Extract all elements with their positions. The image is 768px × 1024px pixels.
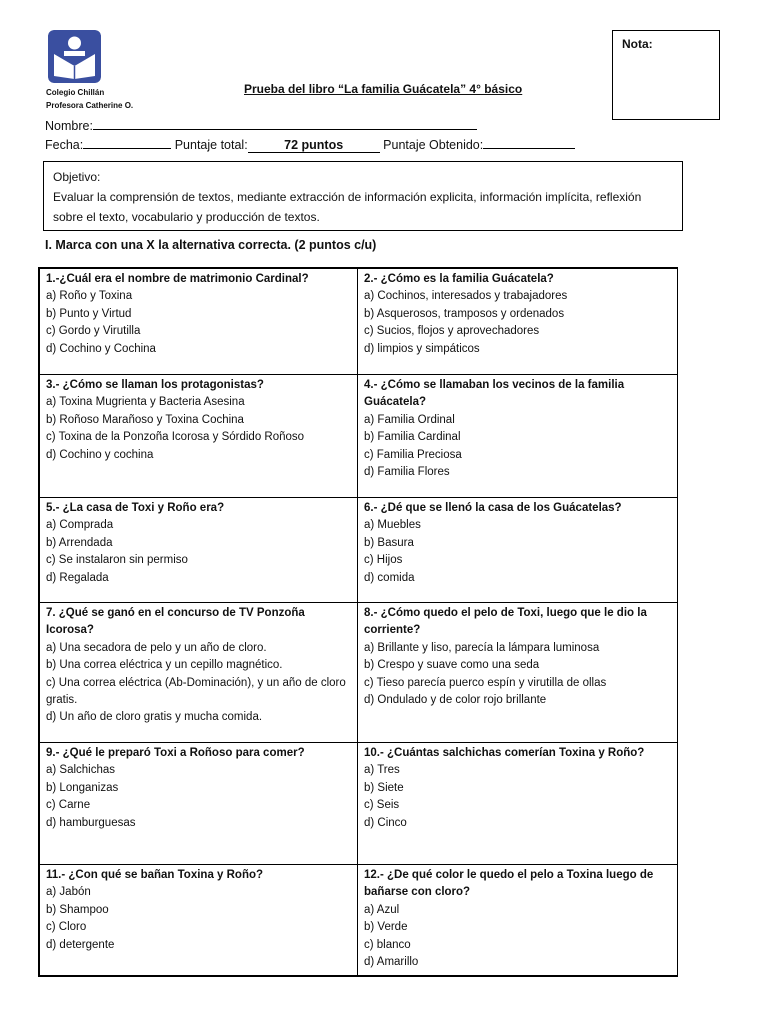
answer-option[interactable]: b) Verde [364,921,408,934]
school-logo [48,30,101,83]
question-text: 8.- ¿Cómo quedo el pelo de Toxi, luego que le dio la corriente? [364,607,647,637]
question-text: 2.- ¿Cómo es la familia Guácatela? [364,273,554,285]
school-name: Colegio Chillán [46,88,105,97]
name-label: Nombre: [45,119,93,133]
answer-option[interactable]: b) Basura [364,536,414,549]
answer-option[interactable]: a) Brillante y liso, parecía la lámpara luminosa [364,641,600,654]
question-cell [358,375,678,498]
question-cell [358,269,678,375]
question-row [40,375,678,498]
name-field[interactable] [93,118,477,130]
answer-option[interactable]: b) Punto y Virtud [46,307,132,320]
answer-option[interactable]: b) Una correa eléctrica y un cepillo magnético. [46,659,283,672]
teacher-name: Profesora Catherine O. [46,101,134,110]
score-row [45,137,575,153]
answer-option[interactable]: a) Jabón [46,886,91,899]
date-label: Fecha: [45,138,84,152]
answer-option[interactable]: c) Una correa eléctrica (Ab-Dominación), y un año de cloro gratis. [46,676,346,707]
answer-option[interactable]: d) Amarillo [364,956,419,969]
answer-option[interactable]: d) limpios y simpáticos [364,342,480,355]
answer-option[interactable]: c) Hijos [364,554,403,567]
grade-label: Nota: [622,37,653,51]
question-cell [358,865,678,976]
question-row [40,603,678,743]
answer-option[interactable]: c) Tieso parecía puerco espín y virutilla de ollas [364,676,607,689]
question-text: 12.- ¿De qué color le quedo el pelo a Toxina luego de bañarse con cloro? [364,869,654,899]
question-text: 9.- ¿Qué le preparó Toxi a Roñoso para comer? [46,747,305,759]
question-text: 6.- ¿Dé que se llenó la casa de los Guácatelas? [364,502,622,514]
objective-box [43,161,683,231]
answer-option[interactable]: d) comida [364,571,415,584]
question-cell [40,603,358,743]
question-cell [40,865,358,976]
obtained-score-field[interactable] [483,137,575,149]
answer-option[interactable]: b) Crespo y suave como una seda [364,659,540,672]
answer-option[interactable]: c) Familia Preciosa [364,448,462,461]
answer-option[interactable]: b) Familia Cardinal [364,431,461,444]
date-field[interactable] [83,137,171,149]
objective-text: Evaluar la comprensión de textos, mediante extracción de información explicita, información implícita, reflexión sobre el texto, vocabulario y producción de textos. [53,190,642,224]
answer-option[interactable]: c) Sucios, flojos y aprovechadores [364,325,540,338]
answer-option[interactable]: d) Ondulado y de color rojo brillante [364,694,547,707]
question-cell [358,603,678,743]
question-cell [40,743,358,865]
question-grid [38,267,678,977]
question-cell [358,743,678,865]
answer-option[interactable]: d) hamburguesas [46,816,136,829]
question-text: 11.- ¿Con qué se bañan Toxina y Roño? [46,869,264,881]
question-cell [40,269,358,375]
answer-option[interactable]: b) Longanizas [46,781,119,794]
answer-option[interactable]: b) Asquerosos, tramposos y ordenados [364,307,565,320]
answer-option[interactable]: c) Se instalaron sin permiso [46,554,188,567]
answer-option[interactable]: a) Azul [364,903,400,916]
question-text: 3.- ¿Cómo se llaman los protagonistas? [46,379,264,391]
answer-option[interactable]: b) Roñoso Marañoso y Toxina Cochina [46,413,244,426]
name-row [45,118,477,133]
question-cell [40,498,358,603]
answer-option[interactable]: b) Siete [364,781,404,794]
question-text: 4.- ¿Cómo se llamaban los vecinos de la familia Guácatela? [364,379,625,409]
question-row [40,865,678,976]
answer-option[interactable]: c) Seis [364,799,400,812]
question-row [40,498,678,603]
answer-option[interactable]: d) Regalada [46,571,109,584]
page-title: Prueba del libro “La familia Guácatela” 4° básico [244,82,523,96]
question-text: 5.- ¿La casa de Toxi y Roño era? [46,502,225,514]
answer-option[interactable]: a) Tres [364,764,400,777]
total-score-label: Puntaje total: [174,138,248,152]
question-row [40,743,678,865]
answer-option[interactable]: d) Familia Flores [364,466,450,479]
answer-option[interactable]: c) Gordo y Virutilla [46,325,141,338]
answer-option[interactable]: c) blanco [364,938,411,951]
answer-option[interactable]: d) Cinco [364,816,407,829]
answer-option[interactable]: a) Salchichas [46,764,116,777]
total-score-value: 72 puntos [248,138,380,153]
answer-option[interactable]: a) Toxina Mugrienta y Bacteria Asesina [46,396,245,409]
question-row [40,269,678,375]
answer-option[interactable]: a) Cochinos, interesados y trabajadores [364,290,568,303]
question-text: 1.-¿Cuál era el nombre de matrimonio Cardinal? [46,273,309,285]
answer-option[interactable]: b) Shampoo [46,903,109,916]
question-cell [40,375,358,498]
answer-option[interactable]: c) Carne [46,799,91,812]
answer-option[interactable]: d) Cochino y Cochina [46,342,156,355]
question-text: 10.- ¿Cuántas salchichas comerían Toxina y Roño? [364,747,645,759]
answer-option[interactable]: a) Comprada [46,519,114,532]
school-info [46,86,133,112]
answer-option[interactable]: d) Cochino y cochina [46,448,154,461]
answer-option[interactable]: c) Toxina de la Ponzoña Icorosa y Sórdido Roñoso [46,431,305,444]
section-title: I. Marca con una X la alternativa correcta. (2 puntos c/u) [45,238,377,252]
answer-option[interactable]: a) Roño y Toxina [46,290,133,303]
answer-option[interactable]: d) Un año de cloro gratis y mucha comida. [46,711,263,724]
answer-option[interactable]: a) Familia Ordinal [364,413,455,426]
question-cell [358,498,678,603]
answer-option[interactable]: a) Muebles [364,519,421,532]
answer-option[interactable]: d) detergente [46,938,115,951]
answer-option[interactable]: a) Una secadora de pelo y un año de cloro. [46,641,267,654]
question-text: 7. ¿Qué se ganó en el concurso de TV Ponzoña Icorosa? [46,607,305,637]
answer-option[interactable]: b) Arrendada [46,536,113,549]
objective-label: Objetivo: [53,170,101,184]
answer-option[interactable]: c) Cloro [46,921,87,934]
grade-box[interactable] [612,30,720,120]
obtained-score-label: Puntaje Obtenido: [383,138,484,152]
